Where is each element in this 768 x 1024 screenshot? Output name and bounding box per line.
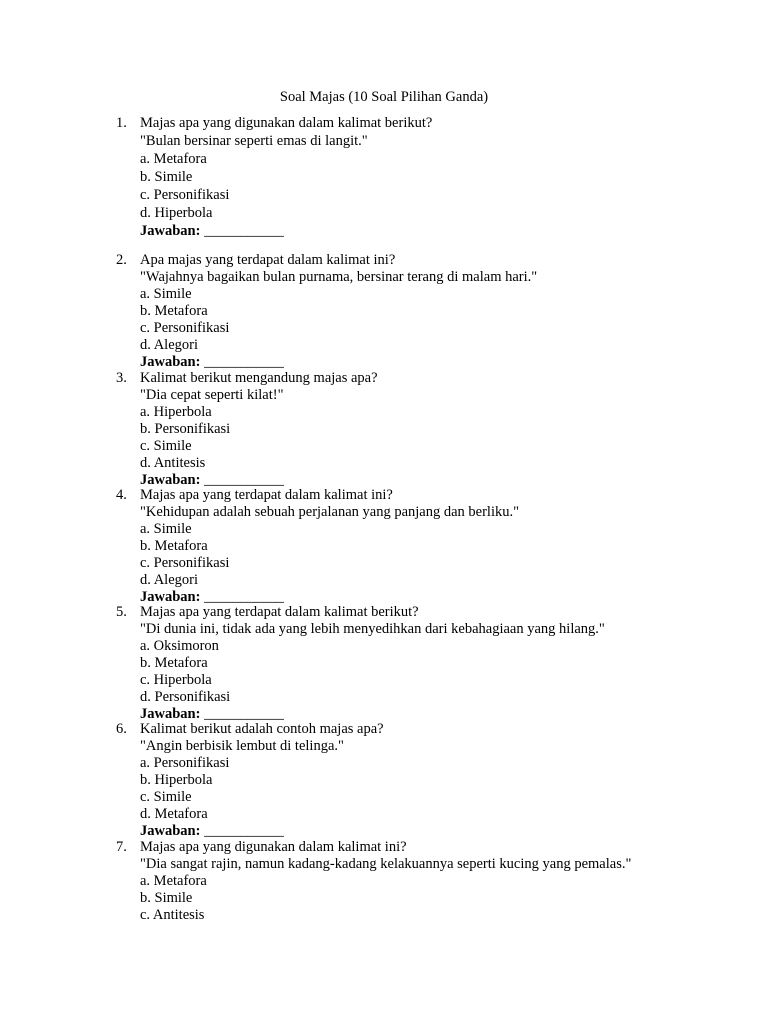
answer-label: Jawaban: [140, 472, 201, 488]
answer-option: d. Antitesis [140, 455, 206, 471]
answer-blank: ___________ [204, 823, 284, 839]
answer-blank: ___________ [204, 223, 284, 239]
question-number: 1. [116, 115, 127, 131]
question-text: Majas apa yang terdapat dalam kalimat berikut? [140, 604, 419, 620]
answer-blank: ___________ [204, 706, 284, 722]
question-text: Kalimat berikut mengandung majas apa? [140, 370, 378, 386]
answer-option: c. Antitesis [140, 907, 205, 923]
answer-option: d. Alegori [140, 572, 198, 588]
example-sentence: "Angin berbisik lembut di telinga." [140, 738, 344, 754]
answer-option: d. Personifikasi [140, 689, 231, 705]
example-sentence: "Dia sangat rajin, namun kadang-kadang kelakuannya seperti kucing yang pemalas." [140, 856, 632, 872]
question-number: 5. [116, 604, 127, 620]
answer-option: c. Simile [140, 438, 192, 454]
answer-option: b. Metafora [140, 655, 208, 671]
answer-line [140, 354, 284, 371]
answer-label: Jawaban: [140, 223, 201, 239]
answer-option: a. Simile [140, 286, 192, 302]
answer-option: a. Oksimoron [140, 638, 219, 654]
question-number: 4. [116, 487, 127, 503]
answer-option: b. Personifikasi [140, 421, 231, 437]
answer-option: b. Metafora [140, 538, 208, 554]
answer-line [140, 223, 284, 240]
answer-label: Jawaban: [140, 354, 201, 370]
document-title: Soal Majas (10 Soal Pilihan Ganda) [279, 89, 489, 105]
answer-line [140, 823, 284, 840]
answer-option: c. Hiperbola [140, 672, 212, 688]
answer-option: a. Personifikasi [140, 755, 230, 771]
question-text: Majas apa yang terdapat dalam kalimat ini? [140, 487, 393, 503]
answer-label: Jawaban: [140, 706, 201, 722]
question-number: 6. [116, 721, 127, 737]
question-number: 2. [116, 252, 127, 268]
example-sentence: "Dia cepat seperti kilat!" [140, 387, 284, 403]
answer-label: Jawaban: [140, 823, 201, 839]
answer-option: a. Metafora [140, 151, 207, 167]
question-text: Kalimat berikut adalah contoh majas apa? [140, 721, 384, 737]
answer-option: b. Metafora [140, 303, 208, 319]
answer-option: a. Hiperbola [140, 404, 212, 420]
answer-option: c. Personifikasi [140, 320, 230, 336]
answer-option: d. Hiperbola [140, 205, 213, 221]
answer-option: b. Simile [140, 890, 193, 906]
question-text: Majas apa yang digunakan dalam kalimat ini? [140, 839, 407, 855]
example-sentence: "Di dunia ini, tidak ada yang lebih menyedihkan dari kebahagiaan yang hilang." [140, 621, 605, 637]
answer-option: a. Metafora [140, 873, 207, 889]
answer-blank: ___________ [204, 354, 284, 370]
answer-option: b. Simile [140, 169, 193, 185]
example-sentence: "Wajahnya bagaikan bulan purnama, bersinar terang di malam hari." [140, 269, 538, 285]
example-sentence: "Bulan bersinar seperti emas di langit." [140, 133, 368, 149]
answer-blank: ___________ [204, 472, 284, 488]
answer-option: c. Simile [140, 789, 192, 805]
answer-option: b. Hiperbola [140, 772, 213, 788]
answer-option: d. Metafora [140, 806, 208, 822]
question-number: 3. [116, 370, 127, 386]
answer-label: Jawaban: [140, 589, 201, 605]
answer-option: d. Alegori [140, 337, 198, 353]
answer-option: a. Simile [140, 521, 192, 537]
answer-option: c. Personifikasi [140, 187, 230, 203]
example-sentence: "Kehidupan adalah sebuah perjalanan yang panjang dan berliku." [140, 504, 520, 520]
question-number: 7. [116, 839, 127, 855]
answer-blank: ___________ [204, 589, 284, 605]
answer-option: c. Personifikasi [140, 555, 230, 571]
question-text: Majas apa yang digunakan dalam kalimat berikut? [140, 115, 433, 131]
question-text: Apa majas yang terdapat dalam kalimat ini? [140, 252, 396, 268]
